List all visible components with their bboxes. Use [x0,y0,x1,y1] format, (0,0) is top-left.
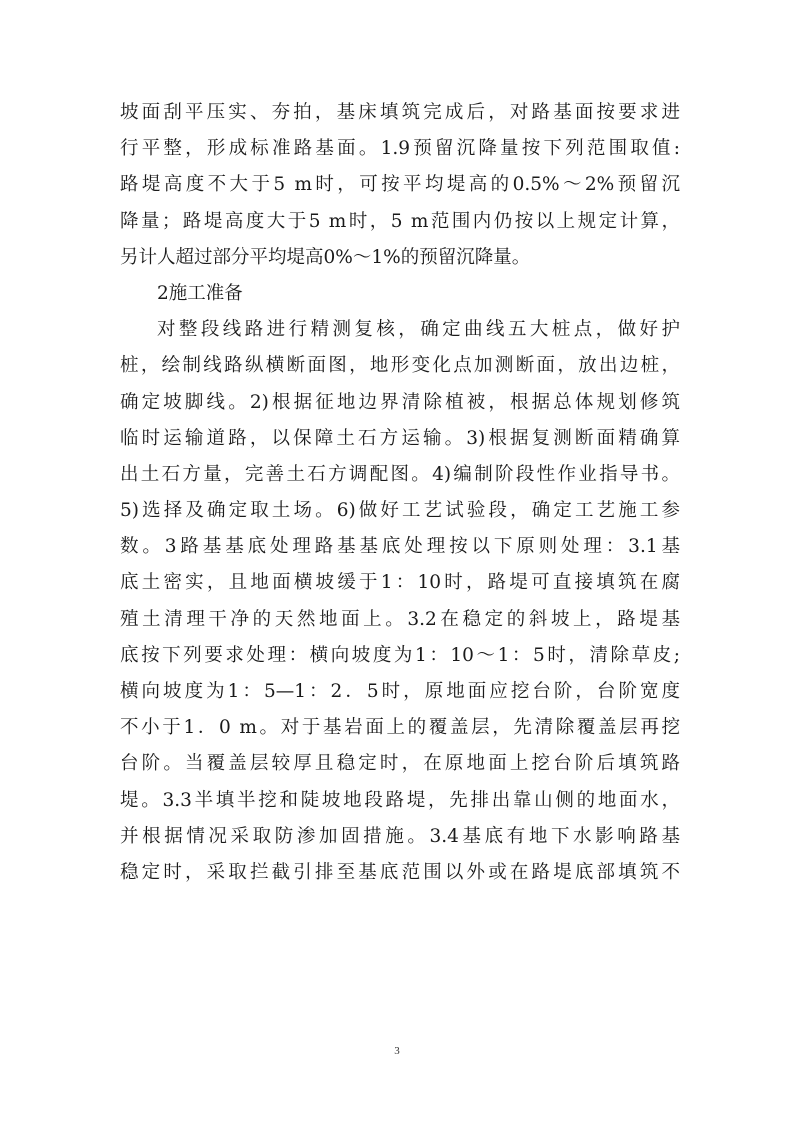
text-line: 确定坡脚线。2)根据征地边界清除植被，根据总体规划修筑 [120,391,680,413]
page-number: 3 [394,1045,400,1057]
text-line: 并根据情况采取防渗加固措施。3.4基底有地下水影响路基 [120,825,680,847]
text-line: 路堤高度不大于5 m时，可按平均堤高的0.5%～2%预留沉 [120,174,680,196]
text-line: 底按下列要求处理：横向坡度为1：10～1：5时，清除草皮; [120,644,680,666]
text-line: 行平整，形成标准路基面。1.9预留沉降量按下列范围取值: [120,138,680,160]
text-line: 5)选择及确定取土场。6)做好工艺试验段，确定工艺施工参 [120,500,680,522]
text-line: 殖土清理干净的天然地面上。3.2在稳定的斜坡上，路堤基 [120,608,680,630]
text-line: 临时运输道路，以保障土石方运输。3)根据复测断面精确算 [120,427,680,449]
text-line: 堤。3.3半填半挖和陡坡地段路堤，先排出靠山侧的地面水， [120,789,680,811]
text-line: 底土密实，且地面横坡缓于1：10时，路堤可直接填筑在腐 [120,572,680,594]
document-body [120,95,680,891]
text-line: 不小于1．0 m。对于基岩面上的覆盖层，先清除覆盖层再挖 [120,717,680,739]
text-line: 稳定时，采取拦截引排至基底范围以外或在路堤底部填筑不 [120,861,680,883]
text-line: 台阶。当覆盖层较厚且稳定时，在原地面上挖台阶后填筑路 [120,753,680,775]
section-heading: 2施工准备 [157,282,243,304]
text-line: 另计人超过部分平均堤高0%～1%的预留沉降量。 [120,246,531,268]
text-line: 降量；路堤高度大于5 m时，5 m范围内仍按以上规定计算， [120,210,680,232]
text-line: 对整段线路进行精测复核，确定曲线五大桩点，做好护 [157,319,680,341]
text-line: 数。3路基基底处理路基基底处理按以下原则处理：3.1基 [120,536,680,558]
text-line: 桩，绘制线路纵横断面图，地形变化点加测断面，放出边桩， [120,355,680,377]
text-line: 出土石方量，完善土石方调配图。4)编制阶段性作业指导书。 [120,463,680,485]
text-line: 坡面刮平压实、夯拍，基床填筑完成后，对路基面按要求进 [120,102,680,123]
text-line: 横向坡度为1：5—1：2．5时，原地面应挖台阶，台阶宽度 [120,681,680,702]
